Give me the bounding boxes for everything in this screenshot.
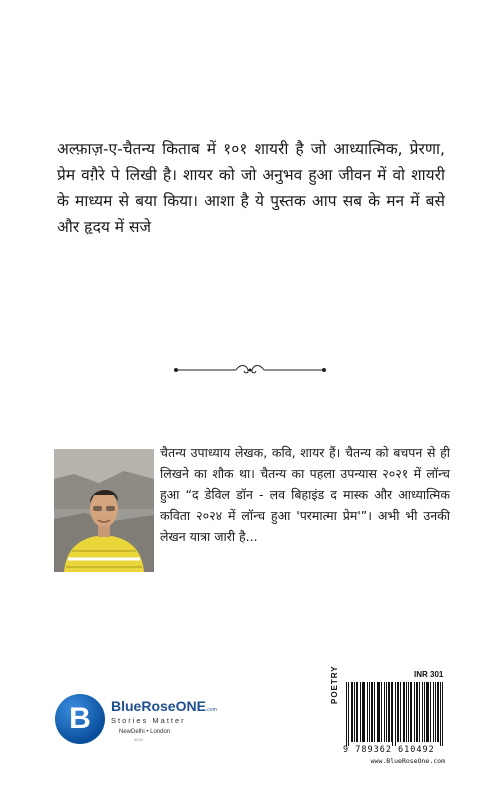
- blurb-text: अल्फ़ाज़-ए-चैतन्य किताब में १०१ शायरी है जो आध्यात्मिक, प्रेरणा, प्रेम वग़ैरे पे लिखी है। शायर को जो अनुभव हुआ जीवन में वो शायरी के माध्यम से बया किया। आशा है ये पुस्तक आप सब के मन में बसे और हृदय में सजे: [57, 140, 445, 236]
- barcode-bar: [411, 682, 412, 742]
- barcode-bar: [357, 682, 358, 742]
- barcode-bar: [363, 682, 364, 742]
- isbn-number: 9 789362 610492: [343, 745, 435, 755]
- ornamental-divider: [170, 362, 330, 378]
- barcode-bar: [374, 682, 375, 742]
- barcode-bar: [419, 682, 420, 742]
- barcode-bar: [346, 682, 347, 746]
- barcode-bar: [386, 682, 387, 742]
- barcode-bar: [437, 682, 438, 742]
- barcode-bar: [438, 682, 439, 742]
- category-label: POETRY: [330, 665, 339, 704]
- barcode-bar: [427, 682, 428, 742]
- barcode-bar: [426, 682, 427, 742]
- barcode-bar: [435, 682, 436, 742]
- publisher-name-main: BlueRose: [111, 698, 176, 714]
- barcode-bar: [360, 682, 361, 742]
- barcode-bar: [433, 682, 434, 742]
- barcode-bar: [398, 682, 399, 742]
- author-bio-text: चैतन्य उपाध्याय लेखक, कवि, शायर हैं। चैतन्य को बचपन से ही लिखने का शौक था। चैतन्य का पहला उपन्यास २०२१ में लॉन्च हुआ “द डेविल डॉन - लव बिहाइंड द मास्क और आध्यात्मिक कविता २०२४ में लॉन्च हुआ 'परमात्मा प्रेम'”। अभी भी उनकी लेखन यात्रा जारी है...: [160, 445, 450, 544]
- barcode-bar: [408, 682, 409, 742]
- barcode-bar: [389, 682, 390, 742]
- barcode-bar: [352, 682, 353, 742]
- publisher-tagline: Stories Matter: [111, 716, 186, 725]
- barcode-bar: [440, 682, 441, 746]
- barcode-bar: [416, 682, 417, 742]
- barcode-bar: [392, 682, 393, 746]
- barcode-bar: [351, 682, 352, 742]
- author-bio: [160, 442, 450, 547]
- barcode-bar: [381, 682, 382, 742]
- barcode-bar: [417, 682, 418, 742]
- barcode-bar: [422, 682, 423, 742]
- barcode-bar: [371, 682, 372, 742]
- publisher-small-mark: 2024: [134, 737, 143, 742]
- barcode-bar: [424, 682, 425, 742]
- barcode-bar: [356, 682, 357, 742]
- publisher-name-small: .com: [205, 707, 217, 713]
- publisher-cities: NewDelhi • London: [119, 729, 171, 735]
- barcode-bar: [403, 682, 404, 742]
- barcode-bar: [348, 682, 349, 746]
- barcode-bar: [379, 682, 380, 742]
- isbn-barcode: [343, 680, 445, 752]
- barcode-bar: [391, 682, 392, 742]
- barcode-bar: [372, 682, 373, 742]
- barcode-bar: [430, 682, 431, 742]
- publisher-logo: [55, 694, 245, 748]
- price-label: INR 301: [414, 670, 444, 679]
- barcode-bar: [404, 682, 405, 742]
- barcode-bar: [428, 682, 429, 742]
- publisher-name: [111, 698, 217, 714]
- barcode-bar: [414, 682, 415, 742]
- barcode-bar: [388, 682, 389, 742]
- barcode-bar: [442, 682, 443, 746]
- barcode-bar: [410, 682, 411, 742]
- barcode-bar: [384, 682, 385, 742]
- barcode-bar: [406, 682, 407, 742]
- back-cover-blurb: [57, 136, 445, 240]
- barcode-bar: [400, 682, 401, 742]
- barcode-bar: [397, 682, 398, 742]
- barcode-bar: [378, 682, 379, 742]
- barcode-bar: [367, 682, 368, 742]
- publisher-name-suffix: ONE: [175, 698, 206, 714]
- barcode-bar: [377, 682, 378, 742]
- barcode-bar: [354, 682, 355, 742]
- barcode-bar: [369, 682, 370, 742]
- barcode-bar: [395, 682, 396, 746]
- publisher-website: www.BlueRoseOne.com: [370, 757, 445, 765]
- barcode-bar: [362, 682, 363, 742]
- author-photo: [54, 449, 154, 572]
- barcode-bar: [364, 682, 365, 742]
- publisher-logo-letter: B: [69, 702, 91, 735]
